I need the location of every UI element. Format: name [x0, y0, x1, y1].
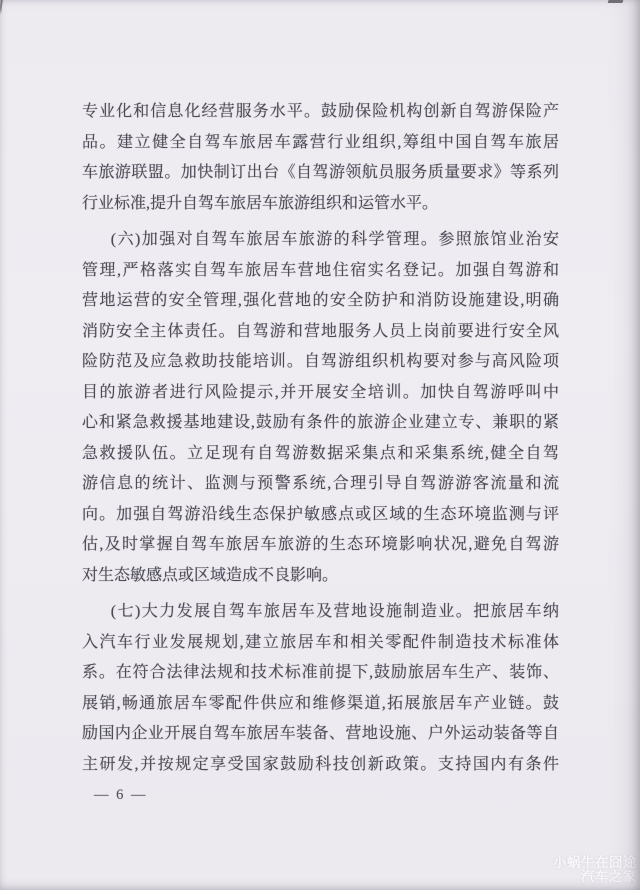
text-line: 游信息的统计、监测与预警系统,合理引导自驾游游客流量和流 [82, 475, 559, 492]
text-line: 险防范及应急救助技能培训。自驾游组织机构要对参与高风险项 [82, 353, 559, 370]
text-line: 对生态敏感点或区域造成不良影响。 [82, 566, 339, 584]
text-line: 专业化和信息化经营服务水平。鼓励保险机构创新自驾游保险产 [82, 103, 559, 120]
text-line: 管理,严格落实自驾车旅居车营地住宿实名登记。加强自驾游和 [82, 261, 559, 279]
text-line: 系。在符合法律法规和技术标准前提下,鼓励旅居车生产、装饰、 [82, 664, 559, 681]
text-line: 展销,畅通旅居车零配件供应和维修渠道,拓展旅居车产业链。鼓 [82, 694, 559, 712]
text-line: 车旅游联盟。加快制订出台《自驾游领航员服务质量要求》等系列 [82, 164, 559, 181]
text-line: 品。建立健全自驾车旅居车露营行业组织,筹组中国自驾车旅居 [82, 133, 559, 151]
watermark-site-name: 汽车之家 [580, 869, 637, 884]
text-line: 营地运营的安全管理,强化营地的安全防护和消防设施建设,明确 [82, 292, 559, 309]
document-body [82, 97, 559, 780]
text-line: 消防安全主体责任。自驾游和营地服务人员上岗前要进行安全风 [82, 322, 559, 340]
page-number: — 6 — [94, 787, 148, 803]
text-line: (七)大力发展自驾车旅居车及营地设施制造业。把旅居车纳 [110, 603, 559, 620]
text-line: 入汽车行业发展规划,建立旅居车和相关零配件制造技术标准体 [82, 633, 559, 651]
scan-corner-artifact [0, 0, 3, 15]
text-line: (六)加强对自驾车旅居车旅游的科学管理。参照旅馆业治安 [110, 231, 559, 248]
watermark [553, 856, 637, 884]
text-line: 急救援队伍。立足现有自驾游数据采集点和采集系统,健全自驾 [82, 444, 559, 462]
text-line: 估,及时掌握自驾车旅居车旅游的生态环境影响状况,避免自驾游 [82, 536, 559, 553]
watermark-username: 小蜗牛在囧途 [553, 855, 637, 870]
text-line: 目的旅游者进行风险提示,并开展安全培训。加快自驾游呼叫中 [82, 383, 559, 401]
text-line: 主研发,并按规定享受国家鼓励科技创新政策。支持国内有条件 [82, 755, 559, 773]
text-line: 向。加强自驾游沿线生态保护敏感点或区域的生态环境监测与评 [82, 505, 559, 523]
text-line: 心和紧急救援基地建设,鼓励有条件的旅游企业建立专、兼职的紧 [82, 414, 559, 431]
scan-edge-speck [608, 0, 624, 3]
text-line: 行业标准,提升自驾车旅居车旅游组织和运管水平。 [82, 194, 439, 212]
text-line: 励国内企业开展自驾车旅居车装备、营地设施、户外运动装备等自 [82, 725, 559, 742]
